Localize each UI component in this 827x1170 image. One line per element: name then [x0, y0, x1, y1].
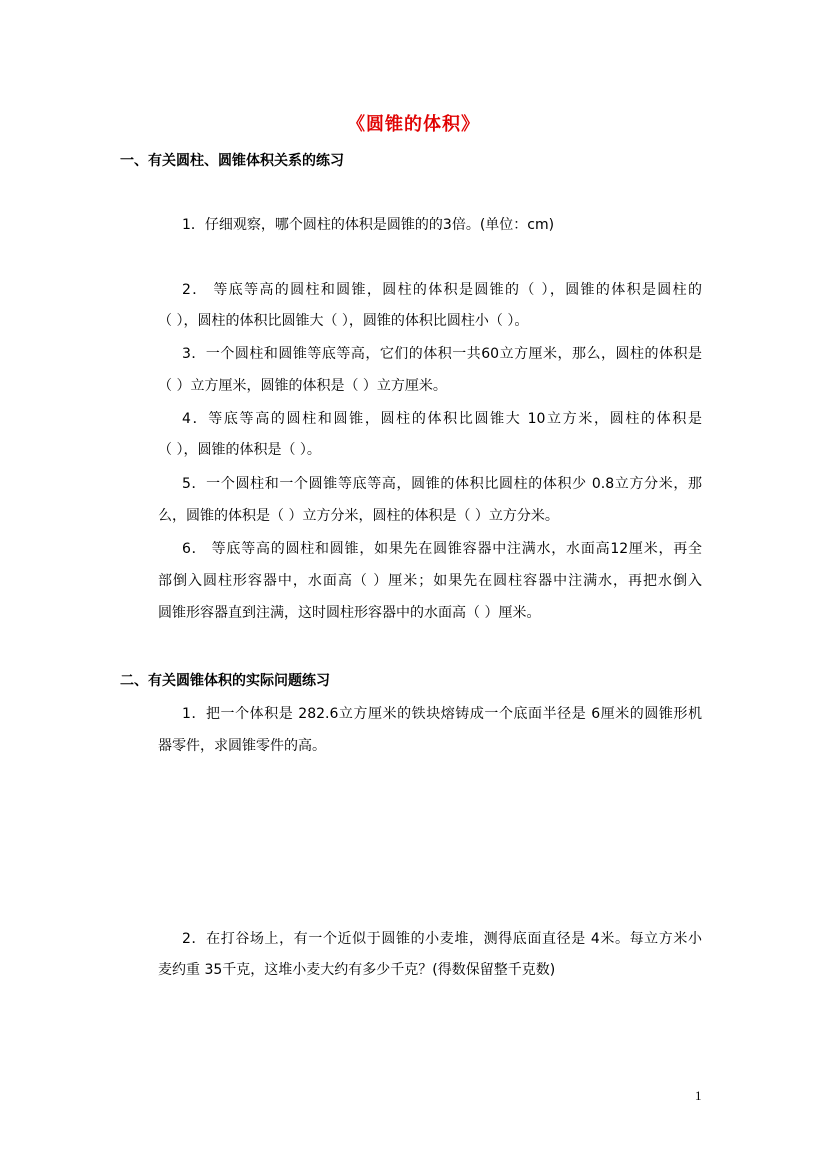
- question-1-5-line-1: 5．一个圆柱和一个圆锥等底等高，圆锥的体积比圆柱的体积少 0.8立方分米，那: [182, 476, 702, 492]
- question-2-1-line-2: 器零件，求圆锥零件的高。: [158, 738, 326, 754]
- document-title: 《圆锥的体积》: [347, 114, 480, 135]
- question-1-6-line-3: 圆锥形容器直到注满，这时圆柱形容器中的水面高（ ）厘米。: [158, 605, 541, 621]
- question-1-3-line-1: 3．一个圆柱和圆锥等底等高，它们的体积一共60立方厘米，那么，圆柱的体积是: [182, 346, 702, 362]
- question-1-2-line-1: 2． 等底等高的圆柱和圆锥，圆柱的体积是圆锥的（ ），圆锥的体积是圆柱的: [182, 282, 702, 298]
- section-1-heading: 一、有关圆柱、圆锥体积关系的练习: [120, 153, 344, 169]
- question-1-6-line-1: 6． 等底等高的圆柱和圆锥，如果先在圆锥容器中注满水，水面高12厘米，再全: [182, 541, 702, 557]
- section-2-heading: 二、有关圆锥体积的实际问题练习: [120, 673, 330, 689]
- question-2-2-line-1: 2．在打谷场上，有一个近似于圆锥的小麦堆，测得底面直径是 4米。每立方米小: [182, 931, 702, 947]
- page-number: 1: [695, 1088, 702, 1103]
- question-1-4-line-2: （ ），圆锥的体积是（ ）。: [158, 442, 321, 458]
- question-1-5-line-2: 么，圆锥的体积是（ ）立方分米，圆柱的体积是（ ）立方分米。: [158, 508, 559, 524]
- question-2-2-line-2: 麦约重 35千克，这堆小麦大约有多少千克？(得数保留整千克数): [158, 962, 556, 978]
- question-1-3-line-2: （ ）立方厘米，圆锥的体积是（ ）立方厘米。: [158, 378, 447, 394]
- question-1-6-line-2: 部倒入圆柱形容器中，水面高（ ）厘米；如果先在圆柱容器中注满水，再把水倒入: [158, 573, 702, 589]
- question-1-1: 1．仔细观察，哪个圆柱的体积是圆锥的的3倍。(单位：cm): [182, 217, 555, 233]
- question-1-2-line-2: （ ），圆柱的体积比圆锥大（ ），圆锥的体积比圆柱小（ ）。: [158, 313, 529, 329]
- question-1-4-line-1: 4．等底等高的圆柱和圆锥，圆柱的体积比圆锥大 10立方米，圆柱的体积是: [182, 411, 702, 427]
- question-2-1-line-1: 1．把一个体积是 282.6立方厘米的铁块熔铸成一个底面半径是 6厘米的圆锥形机: [182, 706, 702, 722]
